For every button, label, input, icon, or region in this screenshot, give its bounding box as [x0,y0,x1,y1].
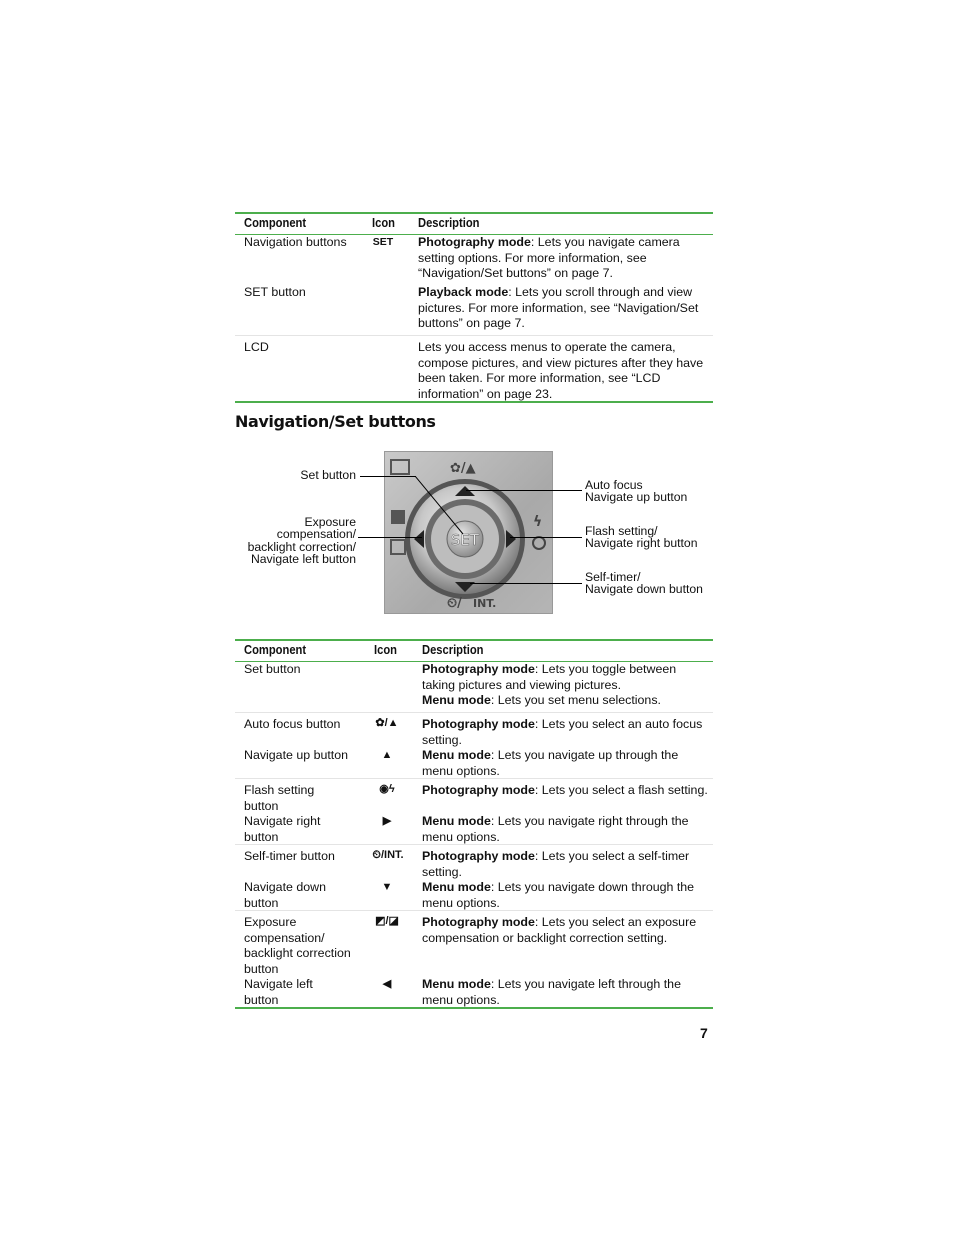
header-component: Component [244,215,307,230]
exposure-backlight-icon: ◩/◪ [375,915,399,927]
eye-icon [533,537,545,549]
description-cell: Photography mode: Lets you select an auto focus setting. [422,717,703,747]
label-exposure: Exposure compensation/ backlight correction/ Navigate left button [247,515,356,567]
description-cell: Menu mode: Lets you navigate down through the menu options. [422,880,695,910]
leader-set-diagonal [415,476,465,536]
description-cell: Playback mode: Lets you scroll through and view pictures. For more information, see “Navigation/Set buttons” on page 7. [418,285,699,331]
header-icon: Icon [374,642,397,657]
table-row [235,662,713,713]
component-cell: Auto focus button [244,717,341,731]
component-cell: LCD [244,340,269,354]
component-cell: Navigate down button [244,880,326,910]
label-set-button: Set button [300,468,356,482]
component-cell: Self-timer button [244,849,335,863]
leader-set [360,476,416,477]
component-cell: Navigate up button [244,748,349,762]
int-text: INT. [473,597,497,610]
component-cell: Navigate left button [244,977,313,1007]
component-cell: SET button [244,285,306,299]
left-arrow-icon: ◀ [382,978,392,990]
description-cell: Photography mode: Lets you navigate camera setting options. For more information, see “Navigation/Set buttons” on page 7. [418,235,680,281]
header-component: Component [244,642,307,657]
component-table-1 [235,212,713,403]
description-cell: Menu mode: Lets you navigate right through the menu options. [422,814,689,844]
description-cell: Photography mode: Lets you select a flash setting. [422,783,708,797]
table-row [235,911,713,1007]
component-cell: Flash setting button [244,783,315,813]
component-table-2 [235,639,713,1009]
up-arrow-icon: ▲ [381,749,393,761]
description-cell: Photography mode: Lets you toggle between taking pictures and viewing pictures. Menu mode: Lets you set menu selections. [422,662,677,708]
frame-icon [391,460,409,474]
table-row [235,845,713,911]
description-cell: Photography mode: Lets you select an exposure compensation or backlight correction setting. [422,915,697,945]
timer-icon: ⏲/ [447,596,462,611]
flash-icon: ϟ [533,514,543,530]
set-icon: SET [372,236,394,248]
table-1-header [235,212,713,235]
down-arrow-icon: ▼ [381,881,393,893]
backlight-icon [391,540,405,554]
leader-autofocus [466,490,582,491]
right-arrow-icon: ▶ [382,815,392,827]
table-row [235,779,713,845]
table-row [235,235,713,285]
eye-flash-icon: ◉ϟ [379,783,395,795]
leader-selftimer [470,583,582,584]
header-icon: Icon [372,215,395,230]
label-selftimer: Self-timer/ Navigate down button [585,570,703,597]
description-cell: Menu mode: Lets you navigate left through the menu options. [422,977,681,1007]
label-flash: Flash setting/ Navigate right button [585,524,698,551]
exposure-icon [391,510,405,524]
description-cell: Lets you access menus to operate the camera, compose pictures, and view pictures after they have been taken. For more information, see “LCD information” on page 23. [418,340,704,401]
macro-mountain-icon: ✿/▲ [375,717,399,729]
label-autofocus: Auto focus Navigate up button [585,478,688,505]
header-description: Description [422,642,484,657]
page-number: 7 [700,1025,708,1041]
header-description: Description [418,215,480,230]
table-2-header [235,639,713,662]
leader-exposure [358,537,422,538]
timer-int-icon: ⏲/INT. [372,849,404,861]
description-cell: Menu mode: Lets you navigate up through the menu options. [422,748,679,778]
component-cell: Navigate right button [244,814,321,844]
section-title: Navigation/Set buttons [235,412,436,431]
description-cell: Photography mode: Lets you select a self-timer setting. [422,849,690,879]
table-row [235,336,713,401]
table-row [235,285,713,336]
leader-flash [510,537,582,538]
component-cell: Navigation buttons [244,235,347,249]
component-cell: Set button [244,662,301,676]
table-row [235,713,713,779]
component-cell: Exposure compensation/ backlight correction button [244,915,351,976]
set-text: SET [450,531,480,549]
macro-mountain-icon: ✿/▲ [450,461,476,476]
